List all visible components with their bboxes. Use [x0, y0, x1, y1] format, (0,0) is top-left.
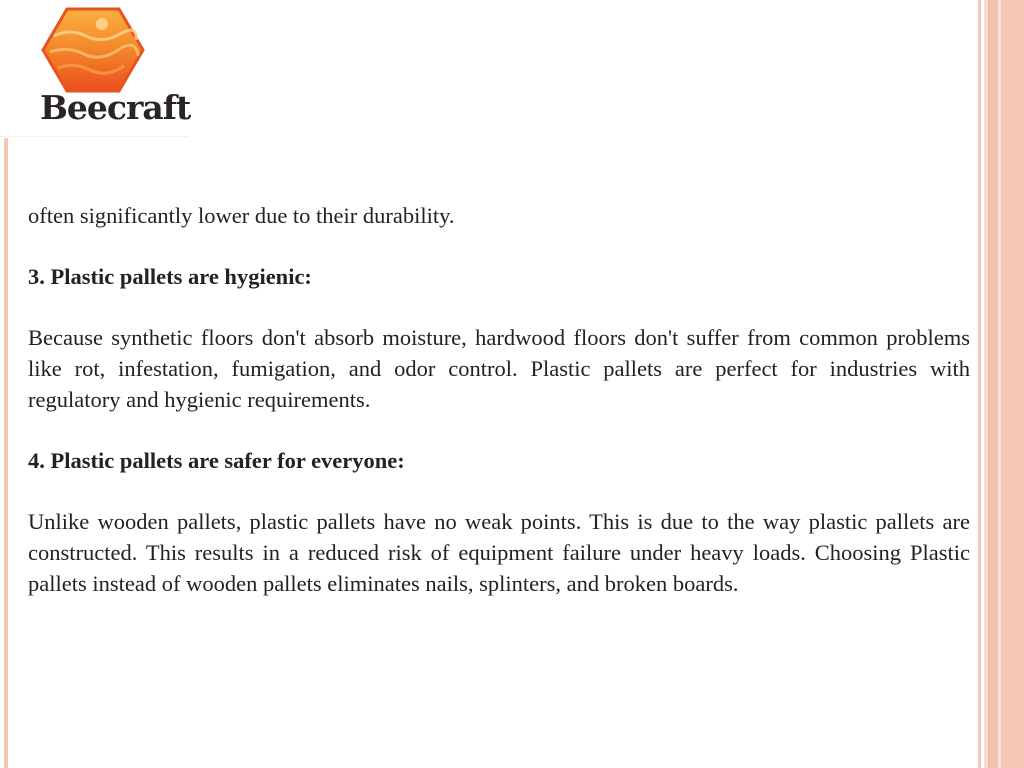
section-paragraph: Because synthetic floors don't absorb moisture, hardwood floors don't suffer from common problems like rot, infestation, fumigation, and odor control. Plastic pallets are perfect for industries with regulatory and hygienic requirements. [28, 325, 970, 412]
hexagon-logo-icon [40, 6, 146, 94]
section-heading: 4. Plastic pallets are safer for everyone: [28, 448, 405, 473]
left-accent-line [4, 138, 8, 768]
right-decor-stripe [990, 0, 998, 768]
beecraft-logo [0, 0, 191, 137]
logo-wordmark: Beecraft [40, 88, 191, 127]
lead-paragraph: often significantly lower due to their durability. [28, 203, 455, 228]
section-heading: 3. Plastic pallets are hygienic: [28, 264, 312, 289]
section-paragraph: Unlike wooden pallets, plastic pallets have no weak points. This is due to the way plastic pallets are constructed. This results in a reduced risk of equipment failure under heavy loads. Choosing Plastic pallets instead of wooden pallets eliminates nails, splinters, and broken boards. [28, 509, 970, 596]
right-decor-stripe [978, 0, 981, 768]
slide-body [28, 200, 970, 629]
right-decor-stripe [1001, 0, 1024, 768]
